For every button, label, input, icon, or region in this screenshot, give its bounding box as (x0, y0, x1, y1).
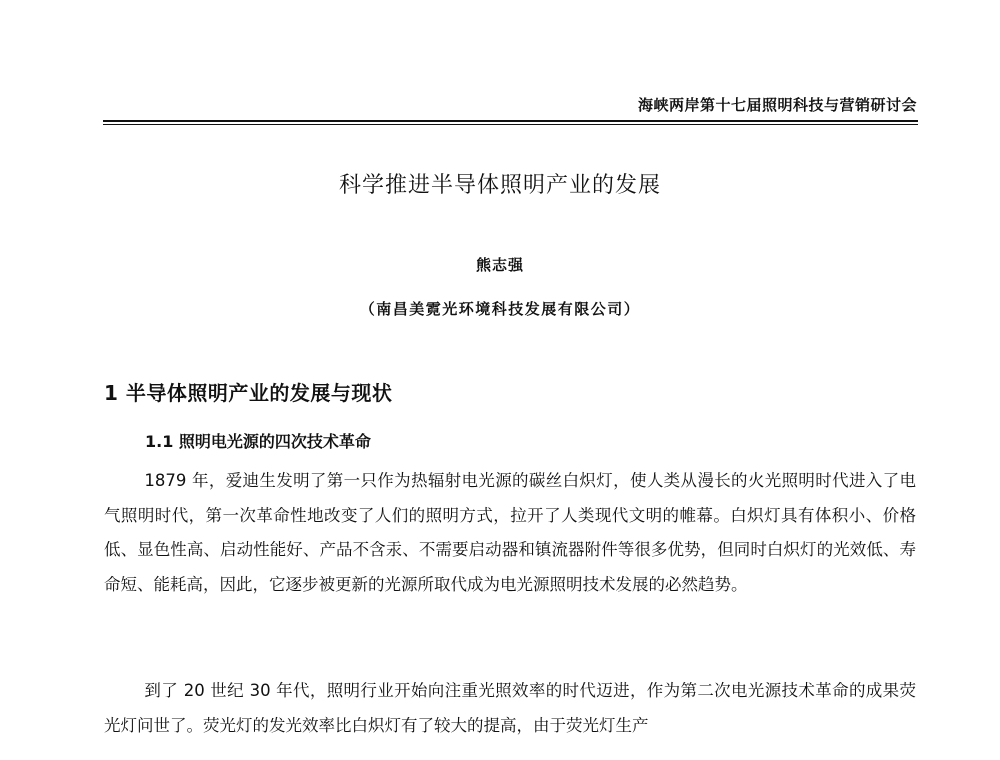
body-paragraph: 到了 20 世纪 30 年代，照明行业开始向注重光照效率的时代迈进，作为第二次电光源技术革命的成果荧光灯问世了。荧光灯的发光效率比白炽灯有了较大的提高，由于荧光灯生产 (104, 681, 916, 735)
running-header: 海峡两岸第十七届照明科技与营销研讨会 (637, 96, 917, 114)
subsection-heading: 1.1 照明电光源的四次技术革命 (145, 432, 371, 451)
author-affiliation: （南昌美霓光环境科技发展有限公司） (359, 300, 641, 318)
header-rule (103, 120, 918, 122)
author-name: 熊志强 (475, 256, 524, 274)
body-paragraph: 1879 年，爱迪生发明了第一只作为热辐射电光源的碳丝白炽灯，使人类从漫长的火光照明时代进入了电气照明时代，第一次革命性地改变了人们的照明方式，拉开了人类现代文明的帷幕。白炽灯具有体积小、价格低、显色性高、启动性能好、产品不含汞、不需要启动器和镇流器附件等很多优势，但同时白炽灯的光效低、寿命短、能耗高，因此，它逐步被更新的光源所取代成为电光源照明技术发展的必然趋势。 (104, 471, 916, 595)
section-heading: 1 半导体照明产业的发展与现状 (104, 381, 393, 405)
header-rule-thin (103, 124, 918, 125)
paper-title: 科学推进半导体照明产业的发展 (338, 173, 661, 198)
